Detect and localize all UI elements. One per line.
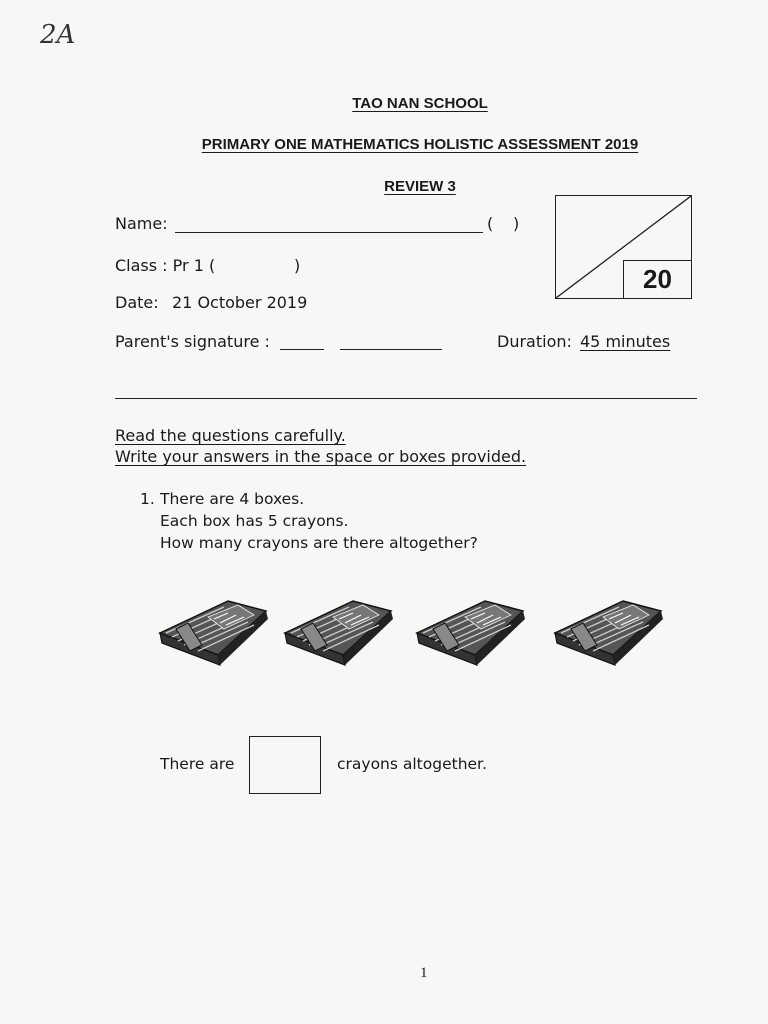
parent-signature-field[interactable] bbox=[280, 349, 324, 350]
instruction-line-1: Read the questions carefully. bbox=[115, 426, 346, 445]
name-field[interactable] bbox=[175, 232, 483, 233]
register-bracket-open: ( bbox=[487, 214, 494, 233]
question-line-2: Each box has 5 crayons. bbox=[160, 512, 349, 530]
crayon-box-2 bbox=[283, 595, 395, 667]
score-box bbox=[555, 195, 692, 299]
page-number: 1 bbox=[420, 965, 428, 981]
answer-prefix: There are bbox=[160, 755, 235, 773]
handwritten-mark: 2A bbox=[40, 20, 76, 50]
date-value: 21 October 2019 bbox=[172, 293, 308, 312]
class-number-field[interactable] bbox=[215, 256, 290, 276]
class-bracket-close: ) bbox=[294, 256, 301, 275]
crayon-box-1 bbox=[158, 595, 270, 667]
question-line-3: How many crayons are there altogether? bbox=[160, 534, 478, 552]
name-label: Name: bbox=[115, 214, 168, 233]
date-label: Date: bbox=[115, 293, 159, 312]
class-label: Class : Pr 1 ( bbox=[115, 256, 216, 275]
review-title: REVIEW 3 bbox=[384, 178, 456, 195]
answer-box[interactable] bbox=[249, 736, 321, 794]
parent-signature-field-extra[interactable] bbox=[340, 349, 442, 350]
register-bracket-close: ) bbox=[513, 214, 520, 233]
parent-signature-label: Parent's signature : bbox=[115, 332, 270, 351]
crayon-box-4 bbox=[553, 595, 665, 667]
duration-label: Duration: bbox=[497, 332, 572, 351]
question-line-1: There are 4 boxes. bbox=[160, 490, 305, 508]
school-name: TAO NAN SCHOOL bbox=[352, 95, 488, 112]
register-number-field[interactable] bbox=[496, 214, 510, 234]
assessment-title: PRIMARY ONE MATHEMATICS HOLISTIC ASSESSMENT 2019 bbox=[201, 136, 639, 153]
question-number: 1. bbox=[140, 490, 155, 508]
duration-value: 45 minutes bbox=[580, 332, 671, 351]
total-marks: 20 bbox=[623, 260, 692, 299]
section-divider bbox=[115, 398, 697, 399]
crayon-box-3 bbox=[415, 595, 527, 667]
answer-suffix: crayons altogether. bbox=[337, 755, 487, 773]
instruction-line-2: Write your answers in the space or boxes provided. bbox=[115, 447, 527, 466]
